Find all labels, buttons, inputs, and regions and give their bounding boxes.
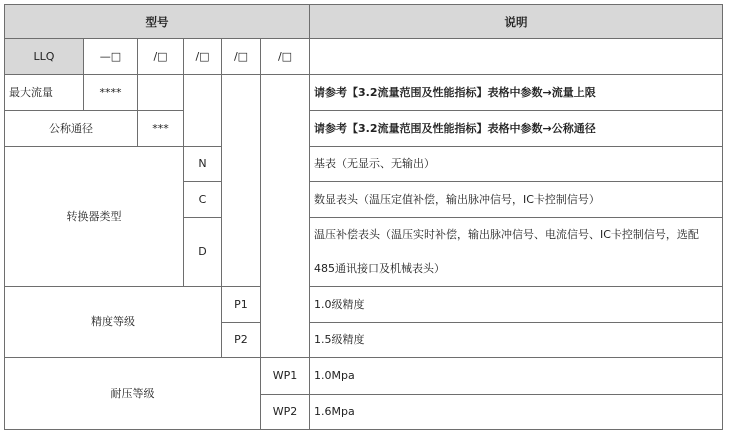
model-seg-4: /□ [222, 39, 261, 75]
converter-code-n: N [184, 147, 222, 182]
nominal-diameter-code: *** [138, 111, 184, 147]
header-description: 说明 [310, 5, 723, 39]
max-flow-label: 最大流量 [5, 75, 84, 111]
model-selection-table [4, 4, 723, 430]
model-code: LLQ [5, 39, 84, 75]
accuracy-code-p1: P1 [222, 287, 261, 323]
accuracy-label: 精度等级 [5, 287, 222, 358]
converter-desc-c: 数显表头（温压定值补偿，输出脉冲信号，IC卡控制信号） [310, 182, 723, 218]
accuracy-code-p2: P2 [222, 323, 261, 358]
pressure-desc-wp1: 1.0Mpa [310, 358, 723, 395]
converter-code-d: D [184, 218, 222, 287]
pressure-code-wp1: WP1 [261, 358, 310, 395]
accuracy-desc-p1: 1.0级精度 [310, 287, 723, 323]
header-model: 型号 [5, 5, 310, 39]
model-seg-3: /□ [184, 39, 222, 75]
model-seg-5: /□ [261, 39, 310, 75]
nominal-diameter-label: 公称通径 [5, 111, 138, 147]
pressure-label: 耐压等级 [5, 358, 261, 430]
pressure-code-wp2: WP2 [261, 395, 310, 430]
accuracy-desc-p2: 1.5级精度 [310, 323, 723, 358]
converter-label: 转换器类型 [5, 147, 184, 287]
max-flow-spacer [138, 75, 184, 111]
model-seg-2: /□ [138, 39, 184, 75]
nominal-diameter-desc: 请参考【3.2流量范围及性能指标】表格中参数→公称通径 [310, 111, 723, 147]
converter-code-c: C [184, 182, 222, 218]
seg5-spacer [261, 75, 310, 358]
max-flow-code: **** [84, 75, 138, 111]
max-flow-desc: 请参考【3.2流量范围及性能指标】表格中参数→流量上限 [310, 75, 723, 111]
pressure-desc-wp2: 1.6Mpa [310, 395, 723, 430]
seg3-spacer [184, 75, 222, 147]
converter-desc-d: 温压补偿表头（温压实时补偿，输出脉冲信号、电流信号、IC卡控制信号，选配485通讯接口及机械表头） [310, 218, 723, 287]
model-desc-empty [310, 39, 723, 75]
model-seg-1: —□ [84, 39, 138, 75]
seg4-spacer [222, 75, 261, 287]
converter-desc-n: 基表（无显示、无输出） [310, 147, 723, 182]
